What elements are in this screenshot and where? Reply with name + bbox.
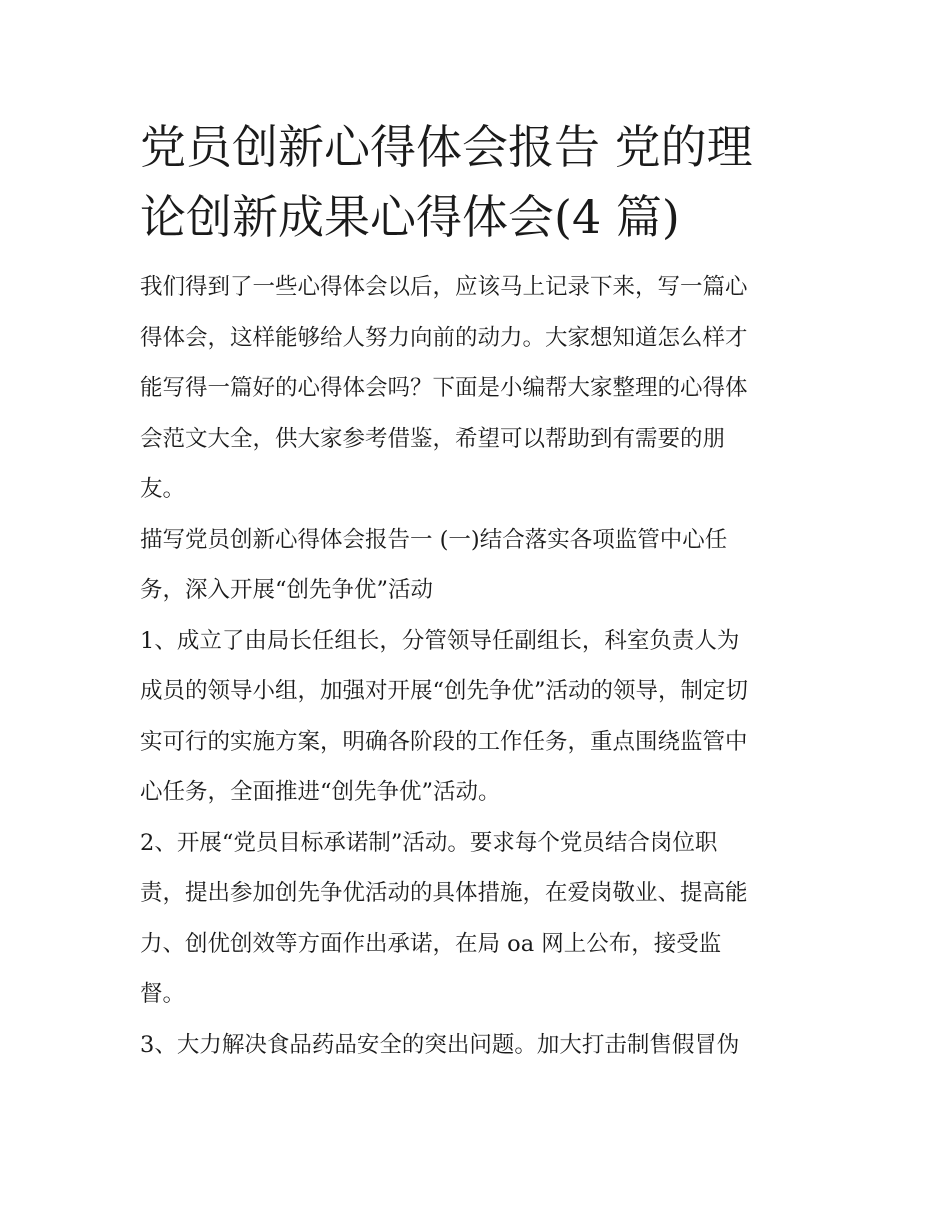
text-line: 会范文大全，供大家参考借鉴，希望可以帮助到有需要的朋 [140, 425, 726, 452]
text-line: 能写得一篇好的心得体会吗？下面是小编帮大家整理的心得体 [140, 375, 748, 401]
title-line: 党员创新心得体会报告 党的理 [140, 120, 753, 174]
text-line: 得体会，这样能够给人努力向前的动力。大家想知道怎么样才 [140, 324, 748, 351]
text-line: 力、创优创效等方面作出承诺，在局 oa 网上公布，接受监 [140, 930, 722, 957]
item-1-paragraph [140, 616, 820, 818]
text-line: 督。 [140, 981, 186, 1007]
text-line: 1、成立了由局长任组长，分管领导任副组长，科室负责人为 [140, 627, 740, 654]
document-body [140, 262, 820, 1070]
text-line: 描写党员创新心得体会报告一 (一)结合落实各项监管中心任 [140, 526, 728, 553]
text-line: 友。 [140, 476, 186, 502]
text-line: 责，提出参加创先争优活动的具体措施，在爱岗敬业、提高能 [140, 880, 748, 906]
document-page [140, 112, 820, 1070]
text-line: 成员的领导小组，加强对开展“创先争优”活动的领导，制定切 [140, 678, 749, 704]
text-line: 务，深入开展“创先争优”活动 [140, 577, 434, 603]
section-heading-paragraph [140, 515, 820, 616]
text-line: 实可行的实施方案，明确各阶段的工作任务，重点围绕监管中 [140, 728, 748, 755]
text-line: 心任务，全面推进“创先争优”活动。 [140, 779, 501, 805]
item-3-paragraph [140, 1020, 820, 1071]
item-2-paragraph [140, 818, 820, 1020]
text-line: 我们得到了一些心得体会以后，应该马上记录下来，写一篇心 [140, 274, 748, 300]
title-line: 论创新成果心得体会(4 篇) [140, 190, 680, 244]
document-title [140, 112, 820, 252]
text-line: 2、开展“党员目标承诺制”活动。要求每个党员结合岗位职 [140, 829, 718, 856]
text-line: 3、大力解决食品药品安全的突出问题。加大打击制售假冒伪 [140, 1031, 740, 1058]
intro-paragraph [140, 262, 820, 515]
